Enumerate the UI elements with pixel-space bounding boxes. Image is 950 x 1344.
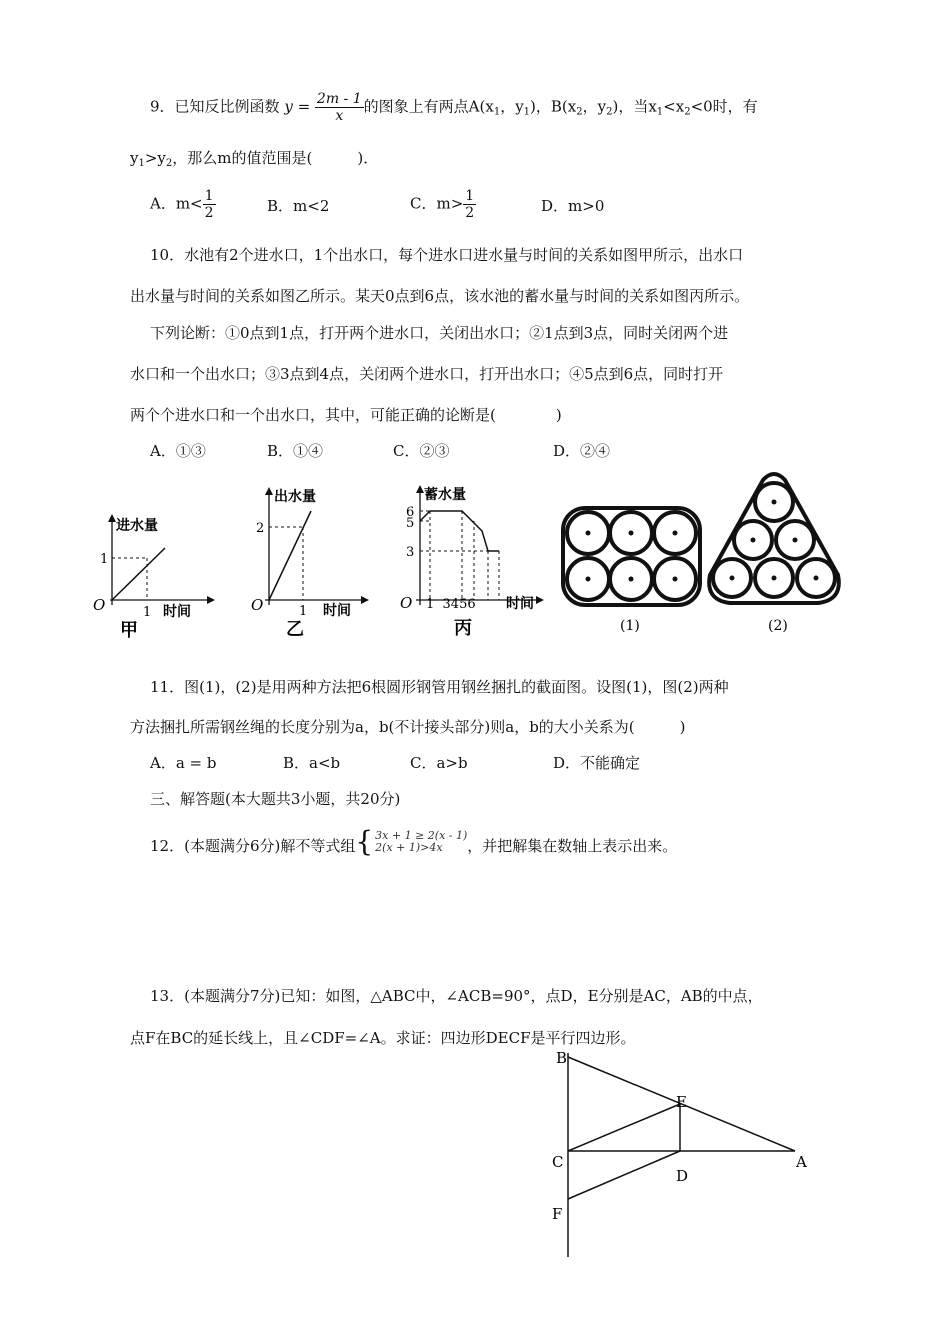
section-3-title: 三、解答题(本大题共3小题，共20分): [150, 790, 401, 808]
q9-option-b: B．m<2: [267, 197, 330, 215]
tick-y5: 5: [406, 516, 415, 531]
tick-x: 1 3456: [426, 597, 476, 612]
x-arrow: [536, 596, 544, 604]
num: 1: [204, 188, 214, 204]
q13-line1: 13．(本题满分7分)已知：如图，△ABC中，∠ACB=90°，点D，E分别是AC，AB的中点，: [150, 987, 763, 1005]
origin: O: [251, 596, 264, 614]
q12-post: ，并把解集在数轴上表示出来。: [467, 837, 678, 855]
q9-text-b: 的图象上有两点A(x: [363, 97, 494, 116]
jia-line: [112, 548, 165, 600]
label-B: B: [556, 1049, 568, 1067]
caption: (2): [768, 618, 788, 634]
origin: O: [93, 596, 106, 614]
center-dot: [673, 577, 678, 582]
brace: {: [355, 825, 374, 858]
graph-yi: [243, 483, 373, 640]
x-label: 时间: [323, 603, 351, 619]
x-label: 时间: [163, 604, 191, 620]
y-arrow: [265, 487, 273, 495]
q10-option-c: C．②③: [393, 442, 450, 460]
num: 1: [465, 188, 475, 204]
sub: 2: [165, 158, 173, 169]
wire-outline: [709, 474, 839, 603]
inequality-2: 2(x + 1)>4x: [375, 841, 443, 854]
label-C: C: [552, 1153, 564, 1171]
sub: 2: [684, 106, 691, 118]
pipe-centers: [586, 531, 678, 582]
sub: 1: [656, 106, 664, 118]
caption: 丙: [454, 618, 472, 639]
center-dot: [673, 531, 678, 536]
center-dot: [814, 576, 819, 581]
q10-option-a: A．①③: [150, 442, 206, 460]
q9-fraction: [315, 91, 364, 124]
text: y: [130, 149, 139, 167]
den: 2: [465, 205, 475, 221]
graph-jia: [85, 510, 215, 640]
text: ，那么m的值范围是( )．: [172, 149, 379, 167]
origin: O: [400, 594, 413, 612]
bing-line: [420, 511, 499, 551]
pipes-figure-2: [703, 470, 845, 637]
center-dot: [772, 500, 777, 505]
line-CE: [568, 1104, 680, 1151]
center-dot: [793, 538, 798, 543]
den: 2: [204, 205, 214, 221]
q10-line2: 出水量与时间的关系如图乙所示。某天0点到6点，该水池的蓄水量与时间的关系如图丙所示。: [130, 287, 750, 305]
center-dot: [730, 576, 735, 581]
inequality-lines: [375, 830, 467, 854]
tick-y: 2: [256, 521, 265, 536]
center-dot: [586, 531, 591, 536]
label-D: D: [676, 1167, 689, 1185]
y-label: 进水量: [116, 518, 158, 534]
pipes: [567, 512, 696, 600]
center-dot: [751, 538, 756, 543]
sub: 1: [138, 158, 145, 169]
q12-pre: 12．(本题满分6分)解不等式组: [150, 837, 356, 855]
center-dot: [629, 531, 634, 536]
center-dot: [586, 577, 591, 582]
q11-line1: 11．图(1)，(2)是用两种方法把6根圆形钢管用钢丝捆扎的截面图。设图(1)，图(2)两种: [150, 678, 729, 696]
pipes-figure-1: [560, 505, 705, 637]
q9-option-a: [150, 188, 216, 221]
text: )，当x: [612, 97, 657, 116]
tick-x: 1: [299, 604, 308, 619]
q9-option-c: [410, 188, 476, 221]
q10-option-d: D．②④: [553, 442, 611, 460]
q10-line1: 10．水池有2个进水口，1个出水口，每个进水口进水量与时间的关系如图甲所示，出水口: [150, 246, 744, 264]
label-E: E: [676, 1093, 687, 1111]
label-F: F: [552, 1205, 563, 1223]
x-arrow: [207, 596, 215, 604]
q9-opt-a-frac: [203, 188, 216, 221]
tick-y3: 3: [406, 545, 415, 560]
y-arrow: [108, 514, 116, 522]
sub: 1: [523, 106, 531, 118]
x-label: 时间: [506, 596, 534, 612]
tick-y: 1: [100, 552, 109, 567]
caption: 乙: [286, 619, 304, 640]
text: )，B(x: [530, 97, 577, 116]
q9-func-y: y =: [284, 97, 311, 116]
x-arrow: [361, 596, 369, 604]
triangle-figure: [540, 1045, 820, 1260]
q9-opt-c-frac: [463, 188, 476, 221]
line-DF: [568, 1151, 680, 1199]
center-dot: [629, 577, 634, 582]
text: <0时，有: [690, 97, 758, 116]
sub: 2: [606, 106, 613, 118]
yi-line: [269, 511, 311, 600]
center-dot: [772, 576, 777, 581]
graph-bing: [398, 481, 548, 640]
tick-x: 1: [143, 605, 152, 620]
caption: 甲: [120, 620, 138, 640]
sub: 1: [493, 106, 501, 118]
y-arrow: [416, 485, 424, 493]
tick-y6: 6: [406, 505, 415, 520]
y-label: 出水量: [274, 489, 316, 505]
y-label: 蓄水量: [424, 487, 466, 503]
inequality-1: 3x + 1 ≥ 2(x - 1): [375, 829, 468, 842]
sub: 2: [576, 106, 583, 118]
q10-line3: 下列论断：①0点到1点，打开两个进水口，关闭出水口；②1点到3点，同时关闭两个进: [150, 324, 729, 342]
q11-line2: 方法捆扎所需钢丝绳的长度分别为a，b(不计接头部分)则a，b的大小关系为( ): [130, 718, 686, 736]
text: >y: [144, 149, 166, 167]
q11-option-c: C．a>b: [410, 754, 468, 772]
q9-line2: [130, 148, 378, 174]
q10-line4: 水口和一个出水口；③3点到4点，关闭两个进水口，打开出水口；④5点到6点，同时打开: [130, 365, 724, 383]
q9-option-d: D．m>0: [541, 197, 605, 215]
q13-line2: 点F在BC的延长线上，且∠CDF=∠A。求证：四边形DECF是平行四边形。: [130, 1029, 636, 1047]
q11-option-d: D．不能确定: [553, 754, 641, 772]
text: ，y: [582, 97, 607, 116]
caption: (1): [620, 618, 640, 634]
q10-option-b: B．①④: [267, 442, 324, 460]
q12-line: [150, 825, 678, 860]
q9-frac-num: 2m - 1: [316, 91, 362, 107]
q9-line1: [150, 91, 758, 124]
text: <x: [663, 97, 685, 116]
q11-option-b: B．a<b: [283, 754, 341, 772]
q9-frac-den: x: [335, 108, 344, 124]
q9-text: 9．已知反比例函数: [150, 97, 280, 116]
text: A．m<: [150, 194, 203, 213]
label-A: A: [796, 1153, 807, 1171]
q10-line5: 两个个进水口和一个出水口，其中，可能正确的论断是( ): [130, 406, 562, 424]
q11-option-a: A．a = b: [150, 754, 217, 772]
inequality-system: [355, 825, 468, 858]
text: ，y: [500, 97, 524, 116]
text: C．m>: [410, 194, 464, 213]
